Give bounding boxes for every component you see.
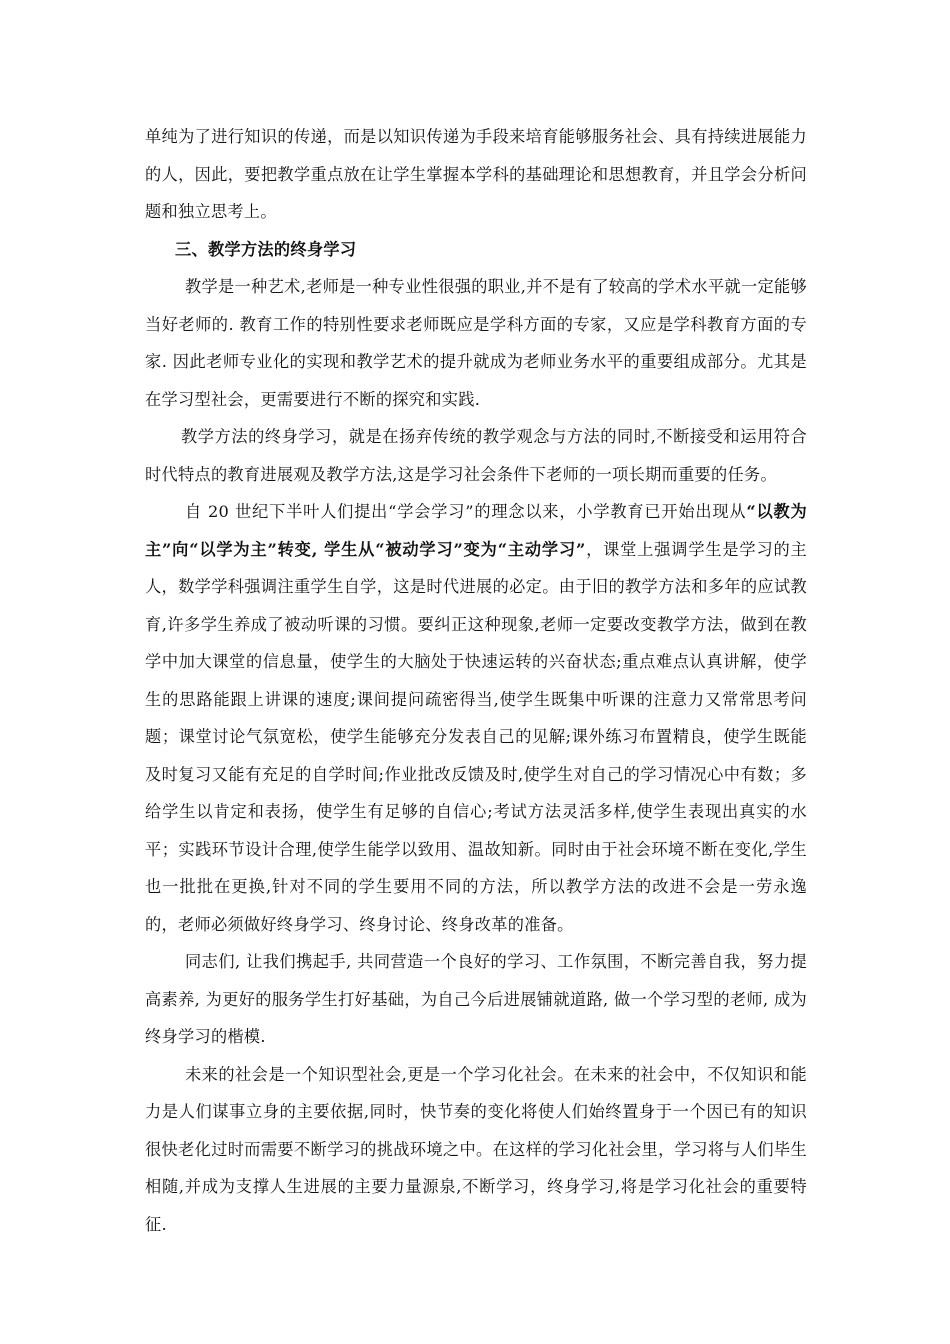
paragraph-teaching-art: 教学是一种艺术,老师是一种专业性很强的职业,并不是有了较高的学术水平就一定能够当好老师的. 教育工作的特别性要求老师既应是学科方面的专家，又应是学科教育方面的专家. 因此老师专业化的实现和教学艺术的提升就成为老师业务水平的重要组成部分。尤其是在学习型社会，更需要进行不断的探究和实践. xyxy=(145,277,807,409)
paragraph-learning-reform-intro: 自 20 世纪下半叶人们提出“学会学习”的理念以来，小学教育已开始出现从 xyxy=(185,502,747,521)
paragraph-lifelong-method: 教学方法的终身学习，就是在扬弃传统的教学观念与方法的同时,不断接受和运用符合时代特点的教育进展观及教学方法,这是学习社会条件下老师的一项长期而重要的任务。 xyxy=(145,427,807,484)
paragraph-learning-reform-emphasis: “以教为主”向“以学为主”转变, 学生从“被动学习”变为“主动学习” xyxy=(145,502,807,559)
document-body xyxy=(145,118,807,1243)
paragraph-learning-reform-body: ，课堂上强调学生是学习的主人，数学学科强调注重学生自学，这是时代进展的必定。由于旧的教学方法和多年的应试教育,许多学生养成了被动听课的习惯。要纠正这种现象,老师一定要改变教学方法，做到在教学中加大课堂的信息量，使学生的大脑处于快速运转的兴奋状态;重点难点认真讲解，使学生的思路能跟上讲课的速度;课间提问疏密得当,使学生既集中听课的注意力又常常思考问题；课堂讨论气氛宽松，使学生能够充分发表自己的见解;课外练习布置精良，使学生既能及时复习又能有充足的自学时间;作业批改反馈及时,使学生对自己的学习情况心中有数；多给学生以肯定和表扬，使学生有足够的自信心;考试方法灵活多样,使学生表现出真实的水平；实践环节设计合理,使学生能学以致用、温故知新。同时由于社会环境不断在变化,学生也一批批在更换,针对不同的学生要用不同的方法，所以教学方法的改进不会是一劳永逸的，老师必须做好终身学习、终身讨论、终身改革的准备。 xyxy=(145,539,807,934)
paragraph-future-society: 未来的社会是一个知识型社会,更是一个学习化社会。在未来的社会中，不仅知识和能力是人们谋事立身的主要依据,同时，快节奏的变化将使人们始终置身于一个因已有的知识很快老化过时而需要不断学习的挑战环境之中。在这样的学习化社会里，学习将与人们毕生相随,并成为支撑人生进展的主要力量源泉,不断学习，终身学习,将是学习化社会的重要特征. xyxy=(145,1064,807,1234)
section-heading: 三、教学方法的终身学习 xyxy=(175,239,357,259)
paragraph-continuation: 单纯为了进行知识的传递，而是以知识传递为手段来培育能够服务社会、具有持续进展能力的人，因此，要把教学重点放在让学生掌握本学科的基础理论和思想教育，并且学会分析问题和独立思考上。 xyxy=(145,127,807,221)
paragraph-learning-reform xyxy=(145,493,807,943)
paragraph-call-to-action: 同志们, 让我们携起手, 共同营造一个良好的学习、工作氛围，不断完善自我，努力提高素养, 为更好的服务学生打好基础，为自己今后进展铺就道路, 做一个学习型的老师, 成为终身学习的楷模. xyxy=(145,952,807,1046)
